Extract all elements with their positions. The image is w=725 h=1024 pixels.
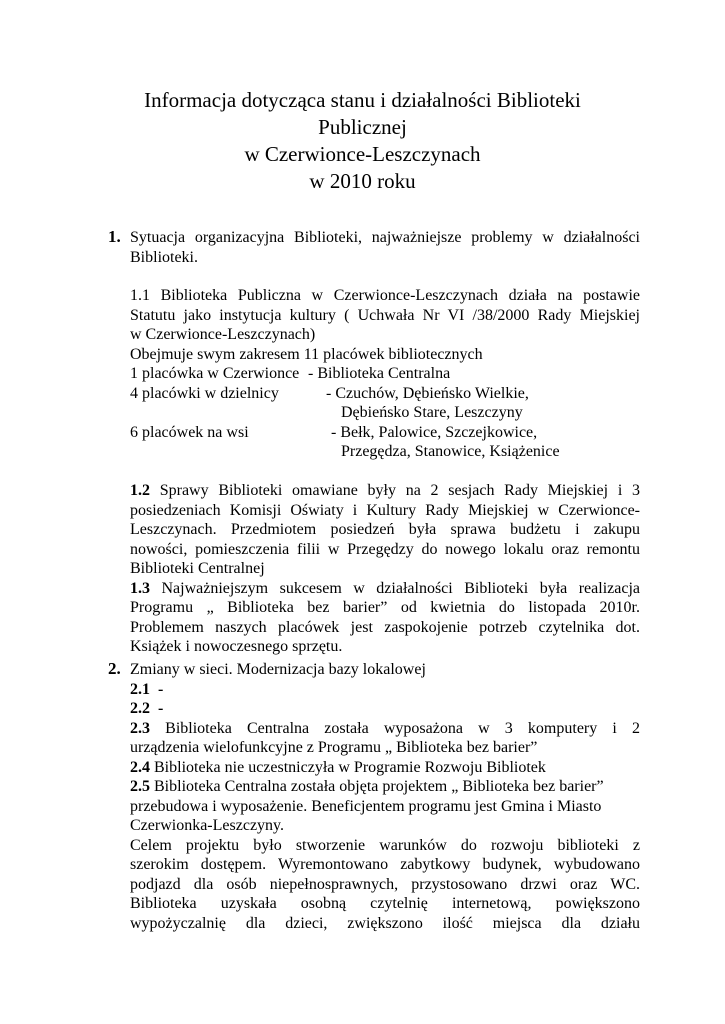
- facility-3-value: - Bełk, Palowice, Szczejkowice,: [331, 423, 538, 441]
- p23-line-1: [130, 719, 640, 739]
- p21-text: -: [150, 680, 164, 698]
- p23-line-2: urządzenia wielofunkcyjne z Programu „ Biblioteka bez barier”: [130, 739, 538, 756]
- p12-line-4: nowości, pomieszczenia filii w Przegędzy do nowego lokalu oraz remontu: [130, 540, 640, 558]
- p25-line-1: [130, 777, 640, 797]
- p13-line-4: Książek i nowoczesnego sprzętu.: [130, 638, 343, 655]
- p25-line-3: Czerwionka-Leszczyny.: [130, 817, 284, 834]
- p12-line-3: Leszczynach. Przedmiotem posiedzeń była sprawa budżetu i zakupu: [130, 521, 640, 538]
- p13-number: 1.3: [130, 579, 150, 597]
- paragraph-1-2: [130, 481, 640, 579]
- p26-line-2: szerokim dostępem. Wyremontowano zabytkowy budynek, wybudowano: [130, 856, 640, 873]
- section-1-number: 1.: [108, 227, 121, 246]
- p11-line-4: Obejmuje swym zakresem 11 placówek bibliotecznych: [130, 345, 483, 363]
- p24-line-1: [130, 758, 640, 778]
- p12-line-1-text: Sprawy Biblioteki omawiane były na 2 sesjach Rady Miejskiej i 3: [150, 482, 640, 499]
- paragraph-2-4: [130, 758, 640, 778]
- facility-3-label: 6 placówek na wsi: [130, 423, 249, 441]
- p21-number: 2.1: [130, 680, 150, 698]
- paragraph-2-1: [130, 680, 640, 700]
- p25-line-2: przebudowa i wyposażenie. Beneficjentem programu jest Gmina i Miasto: [130, 797, 602, 815]
- paragraph-2-2: [130, 699, 640, 719]
- p23-line-1-text: Biblioteka Centralna została wyposażona w 3 komputery i 2: [150, 719, 640, 737]
- section-1: [130, 228, 640, 657]
- section-2-number: 2.: [108, 659, 121, 678]
- section-2: [130, 660, 640, 933]
- p26-line-4: Biblioteka uzyskała osobną czytelnię internetową, powiększono: [130, 895, 640, 912]
- p11-line-3: w Czerwionce-Leszczynach): [130, 326, 316, 343]
- p13-line-1-text: Najważniejszym sukcesem w działalności Biblioteki była realizacja: [150, 579, 640, 597]
- p26-line-5: wypożyczalnię dla dzieci, zwiększono ilość miejsca dla działu: [130, 914, 640, 932]
- facility-2-value: - Czuchów, Dębieńsko Wielkie,: [326, 384, 529, 402]
- facility-3-value-cont: Przegędza, Stanowice, Książenice: [341, 443, 560, 460]
- p13-line-3: Problemem naszych placówek jest zaspokojenie potrzeb czytelnika dot.: [130, 618, 640, 636]
- title-line-2: Publicznej: [318, 115, 407, 139]
- facilities-list: [130, 364, 640, 481]
- facility-1-value: - Biblioteka Centralna: [308, 365, 451, 382]
- p22-number: 2.2: [130, 700, 150, 717]
- p23-number: 2.3: [130, 719, 150, 737]
- p24-line-1-text: Biblioteka nie uczestniczyła w Programie Rozwoju Bibliotek: [150, 758, 546, 776]
- p12-line-1: [130, 481, 640, 501]
- document-title: [100, 87, 625, 195]
- title-line-3: w Czerwionce-Leszczynach: [244, 142, 481, 166]
- p25-number: 2.5: [130, 778, 150, 795]
- paragraph-2-3: [130, 719, 640, 758]
- paragraph-1-3: [130, 579, 640, 657]
- p13-line-1: [130, 579, 640, 599]
- section-1-heading-line-1: Sytuacja organizacyjna Biblioteki, najważniejsze problemy w działalności: [130, 229, 640, 246]
- p12-line-5: Biblioteki Centralnej: [130, 560, 265, 577]
- p12-number: 1.2: [130, 482, 150, 499]
- facility-2-label: 4 placówki w dzielnicy: [130, 384, 279, 402]
- facility-1-label: 1 placówka w Czerwionce: [130, 365, 300, 382]
- p11-line-1: 1.1 Biblioteka Publiczna w Czerwionce-Leszczynach działa na postawie: [130, 287, 640, 304]
- p13-line-2: Programu „ Biblioteka bez barier” od kwietnia do listopada 2010r.: [130, 599, 640, 616]
- section-1-heading-line-2: Biblioteki.: [130, 248, 198, 266]
- p26-line-3: podjazd dla osób niepełnosprawnych, przystosowano drzwi oraz WC.: [130, 875, 640, 893]
- p22-text: -: [150, 700, 164, 717]
- facility-2-value-cont: Dębieńsko Stare, Leszczyny: [341, 404, 523, 421]
- paragraph-2-6: [130, 836, 640, 934]
- title-line-4: w 2010 roku: [309, 169, 416, 193]
- paragraph-1-1: [130, 286, 640, 364]
- p12-line-2: posiedzeniach Komisji Oświaty i Kultury Rady Miejskiej w Czerwionce-: [130, 501, 640, 519]
- p24-number: 2.4: [130, 758, 150, 776]
- p11-line-2: Statutu jako instytucja kultury ( Uchwała Nr VI /38/2000 Rady Miejskiej: [130, 306, 640, 324]
- paragraph-2-5: [130, 777, 640, 836]
- title-line-1: Informacja dotycząca stanu i działalności Biblioteki: [144, 88, 581, 112]
- p25-line-1-text: Biblioteka Centralna została objęta projektem „ Biblioteka bez barier”: [150, 778, 604, 795]
- section-2-heading: Zmiany w sieci. Modernizacja bazy lokalowej: [130, 661, 426, 678]
- p26-line-1: Celem projektu było stworzenie warunków do rozwoju biblioteki z: [130, 836, 640, 854]
